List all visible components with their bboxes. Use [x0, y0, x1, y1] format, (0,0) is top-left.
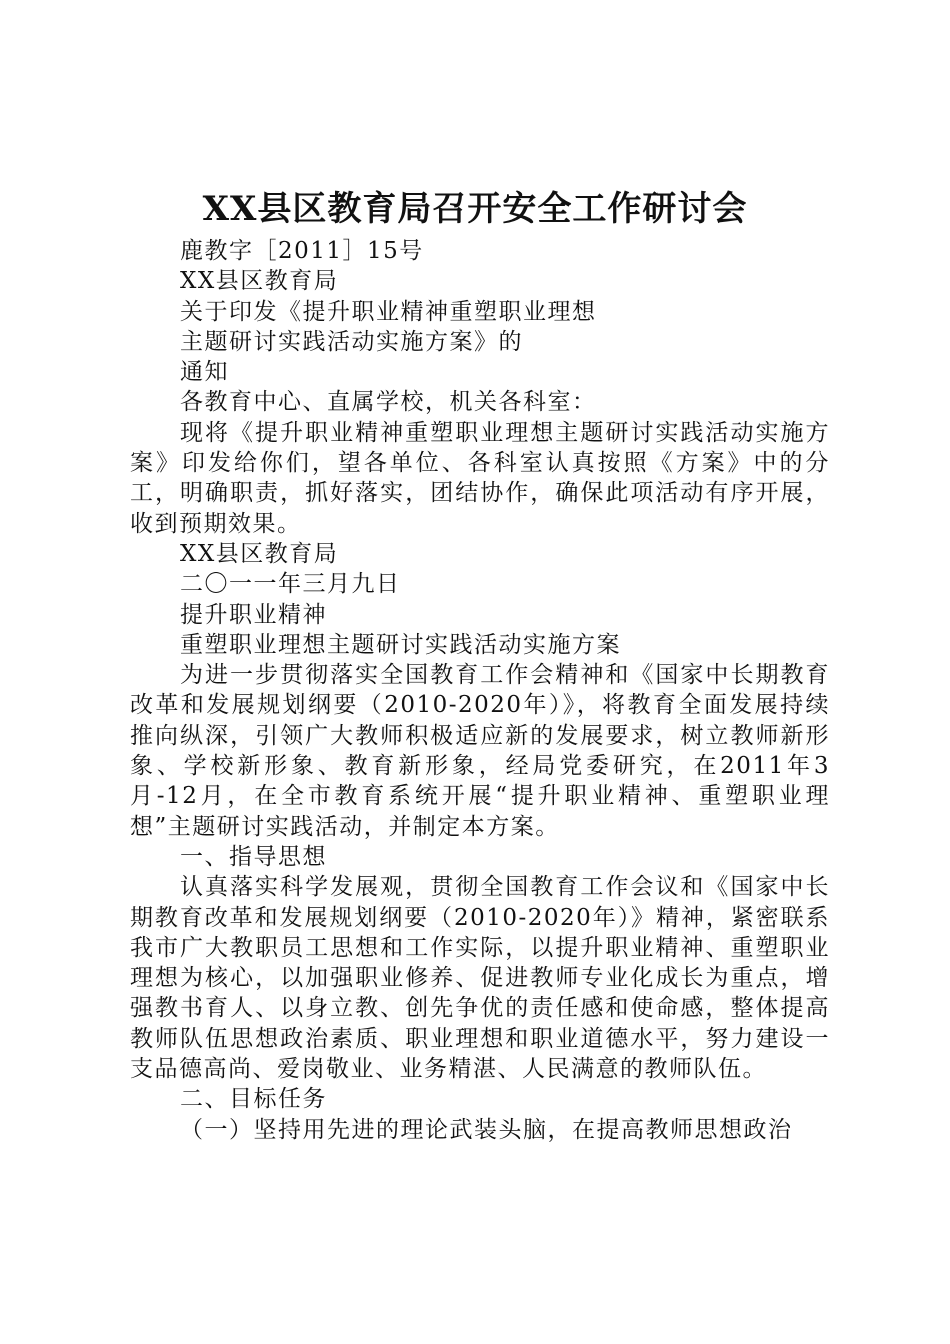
document-title: XX县区教育局召开安全工作研讨会: [202, 189, 748, 229]
plan-title-line-2: 重塑职业理想主题研讨实践活动实施方案: [180, 631, 621, 658]
section-heading-guiding: 一、指导思想: [180, 843, 327, 870]
notice-title-line-3: 通知: [180, 359, 229, 386]
task-paragraph: （一）坚持用先进的理论武装头脑，在提高教师思想政治: [180, 1116, 793, 1143]
notice-title-line-2: 主题研讨实践活动实施方案》的: [180, 328, 523, 355]
signature-line: XX县区教育局: [180, 540, 339, 567]
issuer-name: XX县区教育局: [180, 268, 339, 295]
document-number: 鹿教字［2011］15号: [180, 238, 424, 264]
plan-title-line-1: 提升职业精神: [180, 601, 327, 628]
document-body: [130, 236, 830, 1145]
intro-paragraph: 为进一步贯彻落实全国教育工作会精神和《国家中长期教育改革和发展规划纲要（2010-2020年）》，将教育全面发展持续推向纵深，引领广大教师积极适应新的发展要求，树立教师新形象、学校新形象、教育新形象，经局党委研究，在2011年3月-12月，在全市教育系统开展“提升职业精神、重塑职业理想”主题研讨实践活动，并制定本方案。: [130, 662, 830, 840]
notice-title-line-1: 关于印发《提升职业精神重塑职业理想: [180, 298, 597, 325]
guiding-paragraph: 认真落实科学发展观，贯彻全国教育工作会议和《国家中长期教育改革和发展规划纲要（2010-2020年）》精神，紧密联系我市广大教职员工思想和工作实际，以提升职业精神、重塑职业理想为核心，以加强职业修养、促进教师专业化成长为重点，增强教书育人、以身立教、创先争优的责任感和使命感，整体提高教师队伍思想政治素质、职业理想和职业道德水平，努力建设一支品德高尚、爱岗敬业、业务精湛、人民满意的教师队伍。: [130, 874, 830, 1083]
date-line: 二〇一一年三月九日: [180, 571, 401, 598]
section-heading-goals: 二、目标任务: [180, 1086, 327, 1113]
recipients-line: 各教育中心、直属学校，机关各科室：: [180, 389, 597, 416]
notice-paragraph: 现将《提升职业精神重塑职业理想主题研讨实践活动实施方案》印发给你们，望各单位、各科室认真按照《方案》中的分工，明确职责，抓好落实，团结协作，确保此项活动有序开展，收到预期效果。: [130, 419, 830, 537]
